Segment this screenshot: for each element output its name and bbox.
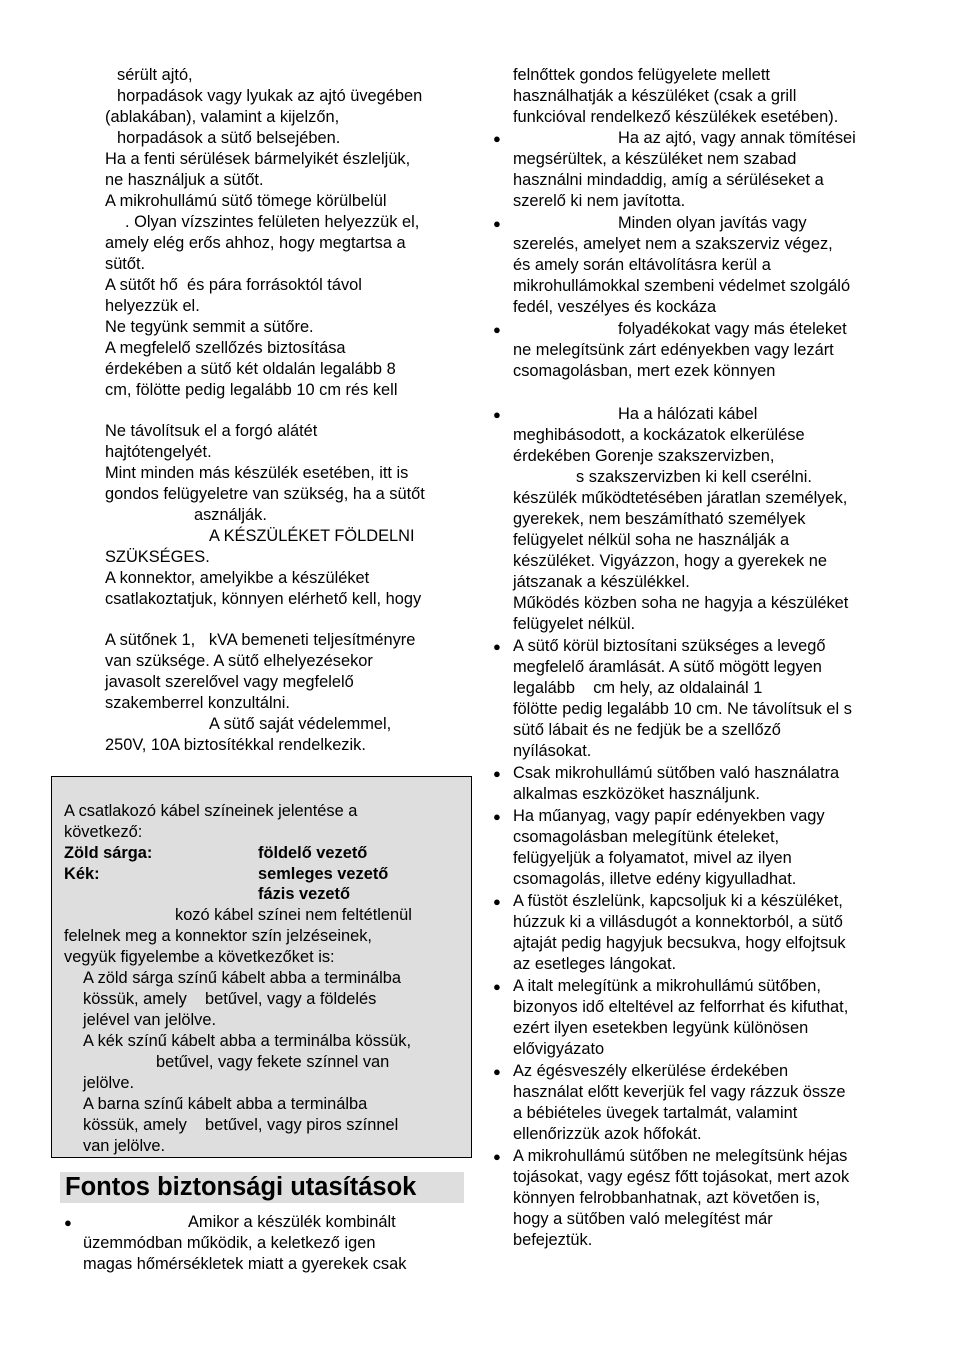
text-line: felnőttek gondos felügyelete mellett bbox=[513, 66, 770, 84]
text-line: magas hőmérsékletek miatt a gyerekek csak bbox=[83, 1255, 407, 1273]
section-heading: Fontos biztonsági utasítások bbox=[65, 1173, 417, 1201]
text-line: folyadékokat vagy más ételeket bbox=[618, 320, 847, 338]
text-line: csomagolás, illetve edény kigyulladhat. bbox=[513, 870, 797, 888]
text-line: A konnektor, amelyikbe a készüléket bbox=[105, 569, 370, 587]
text-line: A mikrohullámú sütőben ne melegítsünk héjas bbox=[513, 1147, 848, 1165]
bullet-icon: ● bbox=[493, 131, 501, 146]
text-line: legalább cm hely, az oldalainál 1 bbox=[513, 679, 763, 697]
text-line: van jelölve. bbox=[83, 1137, 166, 1155]
text-line: készülék működtetésében járatlan személyek, bbox=[513, 489, 848, 507]
text-line: amely elég erős ahhoz, hogy megtartsa a bbox=[105, 234, 406, 252]
text-line: kozó kábel színei nem feltétlenül bbox=[175, 906, 412, 924]
bullet-icon: ● bbox=[493, 1149, 501, 1164]
text-line: felügyelet nélkül. bbox=[513, 615, 636, 633]
cable-row-value: fázis vezető bbox=[258, 885, 351, 903]
cable-row-value: földelő vezető bbox=[258, 844, 368, 862]
text-line: ne melegítsünk zárt edényekben vagy lezárt bbox=[513, 341, 834, 359]
cable-row-value: semleges vezető bbox=[258, 865, 389, 883]
bullet-icon: ● bbox=[493, 216, 501, 231]
text-line: használhatják a készüléket (csak a grill bbox=[513, 87, 797, 105]
text-line: betűvel, vagy fekete színnel van bbox=[156, 1053, 390, 1071]
text-line: játszanak a készülékkel. bbox=[513, 573, 690, 591]
text-line: érdekében a sütő két oldalán legalább 8 bbox=[105, 360, 396, 378]
bullet-icon: ● bbox=[493, 322, 501, 337]
text-line: bizonyos idő elteltével az felforrhat és kifuthat, bbox=[513, 998, 849, 1016]
bullet-icon: ● bbox=[493, 1064, 501, 1079]
text-line: A sütőt hő és pára forrásoktól távol bbox=[105, 276, 362, 294]
text-line: A kék színű kábelt abba a terminálba kössük, bbox=[83, 1032, 411, 1050]
text-line: ezért ilyen esetekben legyünk különösen bbox=[513, 1019, 809, 1037]
text-line: érdekében Gorenje szakszervizben, bbox=[513, 447, 775, 465]
text-line: helyezzük el. bbox=[105, 297, 200, 315]
text-line: tojásokat, vagy egész főtt tojásokat, mert azok bbox=[513, 1168, 850, 1186]
text-line: üzemmódban működik, a keletkező igen bbox=[83, 1234, 376, 1252]
text-line: Amikor a készülék kombinált bbox=[188, 1213, 396, 1231]
text-line: könnyen felrobbanhatnak, azt követően is, bbox=[513, 1189, 821, 1207]
text-line: használat előtt keverjük fel vagy rázzuk össze bbox=[513, 1083, 846, 1101]
text-line: szerelő ki nem javította. bbox=[513, 192, 686, 210]
text-line: ajtaját pedig hagyjuk becsukva, hogy elfojtsuk bbox=[513, 934, 846, 952]
text-line: kössük, amely betűvel, vagy a földelés bbox=[83, 990, 377, 1008]
text-line: használni mindaddig, amíg a sérüléseket a bbox=[513, 171, 824, 189]
text-line: szakemberrel konzultálni. bbox=[105, 694, 290, 712]
text-line: Az égésveszély elkerülése érdekében bbox=[513, 1062, 789, 1080]
text-line: sütő lábait és ne fedjük be a szellőző bbox=[513, 721, 781, 739]
text-line: A mikrohullámú sütő tömege körülbelül bbox=[105, 192, 387, 210]
text-line: az esetleges lángokat. bbox=[513, 955, 677, 973]
text-line: Ha műanyag, vagy papír edényekben vagy bbox=[513, 807, 825, 825]
text-line: csomagolásban, mert ezek könnyen bbox=[513, 362, 776, 380]
text-line: és amely során eltávolításra kerül a bbox=[513, 256, 771, 274]
text-line: a bébiételes üvegek tartalmát, valamint bbox=[513, 1104, 798, 1122]
text-line: felügyeljük a folyamatot, mivel az ilyen bbox=[513, 849, 792, 867]
text-line: Ha az ajtó, vagy annak tömítései bbox=[618, 129, 856, 147]
text-line: s szakszervizben ki kell cserélni. bbox=[576, 468, 812, 486]
text-line: megfelelő áramlását. A sütő mögött legyen bbox=[513, 658, 822, 676]
text-line: javasolt szerelővel vagy megfelelő bbox=[105, 673, 354, 691]
text-line: Csak mikrohullámú sütőben való használatra bbox=[513, 764, 840, 782]
cable-row-label: Kék: bbox=[64, 865, 100, 883]
text-line: készüléket. Vigyázzon, hogy a gyerekek ne bbox=[513, 552, 828, 570]
text-line: Mint minden más készülék esetében, itt is bbox=[105, 464, 409, 482]
bullet-icon: ● bbox=[493, 639, 501, 654]
bullet-icon: ● bbox=[493, 809, 501, 824]
text-line: A megfelelő szellőzés biztosítása bbox=[105, 339, 346, 357]
text-line: hogy a sütőben való melegítést már bbox=[513, 1210, 773, 1228]
text-line: meghibásodott, a kockázatok elkerülése bbox=[513, 426, 805, 444]
text-line: jelével van jelölve. bbox=[83, 1011, 217, 1029]
text-line: vegyük figyelembe a következőket is: bbox=[64, 948, 335, 966]
text-line: ellenőrizzük azok hőfokát. bbox=[513, 1125, 702, 1143]
text-line: A sütőnek 1, kVA bemeneti teljesítményre bbox=[105, 631, 416, 649]
text-line: A italt melegítünk a mikrohullámú sütőben, bbox=[513, 977, 821, 995]
text-line: elővigyázato bbox=[513, 1040, 605, 1058]
text-line: sütőt. bbox=[105, 255, 146, 273]
text-line: A KÉSZÜLÉKET FÖLDELNI bbox=[209, 527, 415, 545]
text-line: nyílásokat. bbox=[513, 742, 592, 760]
text-line: megsérültek, a készüléket nem szabad bbox=[513, 150, 797, 168]
text-line: horpadások vagy lyukak az ajtó üvegében bbox=[117, 87, 423, 105]
text-line: sérült ajtó, bbox=[117, 66, 193, 84]
text-line: Minden olyan javítás vagy bbox=[618, 214, 807, 232]
text-line: szerelés, amelyet nem a szakszerviz végez, bbox=[513, 235, 833, 253]
text-line: felelnek meg a konnektor szín jelzéseinek, bbox=[64, 927, 372, 945]
bullet-icon: ● bbox=[64, 1215, 72, 1230]
text-line: Ne távolítsuk el a forgó alátét bbox=[105, 422, 318, 440]
text-line: asználják. bbox=[194, 506, 267, 524]
text-line: cm, fölötte pedig legalább 10 cm rés kell bbox=[105, 381, 398, 399]
text-line: (ablakában), valamint a kijelzőn, bbox=[105, 108, 340, 126]
text-line: 250V, 10A biztosítékkal rendelkezik. bbox=[105, 736, 366, 754]
cable-row-label: Zöld sárga: bbox=[64, 844, 153, 862]
text-line: A csatlakozó kábel színeinek jelentése a bbox=[64, 802, 358, 820]
bullet-icon: ● bbox=[493, 766, 501, 781]
text-line: gyerekek, nem beszámítható személyek bbox=[513, 510, 806, 528]
text-line: alkalmas eszközöket használjunk. bbox=[513, 785, 760, 803]
text-line: csomagolásban melegítünk ételeket, bbox=[513, 828, 780, 846]
text-line: . Olyan vízszintes felületen helyezzük el, bbox=[125, 213, 420, 231]
text-line: A sütő körül biztosítani szükséges a levegő bbox=[513, 637, 826, 655]
text-line: Ha a fenti sérülések bármelyikét észleljük, bbox=[105, 150, 411, 168]
text-line: Ne tegyünk semmit a sütőre. bbox=[105, 318, 314, 336]
text-line: Működés közben soha ne hagyja a készüléket bbox=[513, 594, 849, 612]
text-line: felügyelet nélkül soha ne használják a bbox=[513, 531, 790, 549]
bullet-icon: ● bbox=[493, 894, 501, 909]
text-line: SZÜKSÉGES. bbox=[105, 548, 210, 566]
text-line: Ha a hálózati kábel bbox=[618, 405, 758, 423]
text-line: A sütő saját védelemmel, bbox=[209, 715, 392, 733]
text-line: jelölve. bbox=[83, 1074, 135, 1092]
bullet-icon: ● bbox=[493, 407, 501, 422]
text-line: A füstöt észlelünk, kapcsoljuk ki a készüléket, bbox=[513, 892, 843, 910]
text-line: húzzuk ki a villásdugót a konnektorból, a sütő bbox=[513, 913, 843, 931]
text-line: hajtótengelyét. bbox=[105, 443, 212, 461]
text-line: következő: bbox=[64, 823, 143, 841]
text-line: A zöld sárga színű kábelt abba a terminálba bbox=[83, 969, 401, 987]
text-line: van szüksége. A sütő elhelyezésekor bbox=[105, 652, 373, 670]
text-line: funkcióval rendelkező készülékek esetében). bbox=[513, 108, 839, 126]
text-line: csatlakoztatjuk, könnyen elérhető kell, hogy bbox=[105, 590, 422, 608]
text-line: A barna színű kábelt abba a terminálba bbox=[83, 1095, 368, 1113]
text-line: kössük, amely betűvel, vagy piros színnel bbox=[83, 1116, 399, 1134]
text-line: gondos felügyeletre van szükség, ha a sütőt bbox=[105, 485, 425, 503]
text-line: horpadások a sütő belsejében. bbox=[117, 129, 341, 147]
bullet-icon: ● bbox=[493, 979, 501, 994]
text-line: fedél, veszélyes és kockáza bbox=[513, 298, 717, 316]
text-line: befejeztük. bbox=[513, 1231, 593, 1249]
text-line: mikrohullámokkal szembeni védelmet szolgáló bbox=[513, 277, 851, 295]
text-line: fölötte pedig legalább 10 cm. Ne távolítsuk el s bbox=[513, 700, 852, 718]
text-line: ne használjuk a sütőt. bbox=[105, 171, 264, 189]
